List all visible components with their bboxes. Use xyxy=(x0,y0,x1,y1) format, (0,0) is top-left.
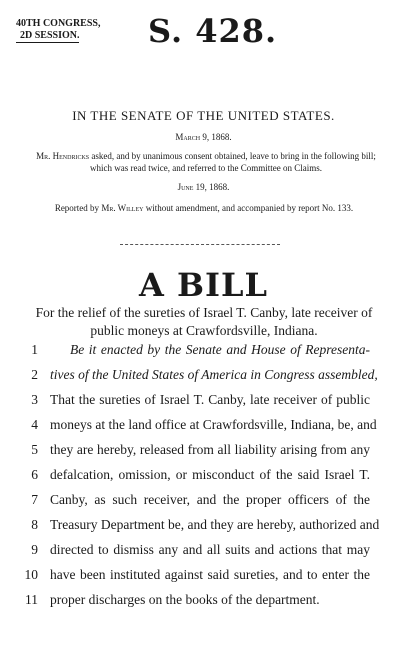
bill-line xyxy=(0,367,407,392)
introduction-paragraph xyxy=(30,150,382,174)
date-reported: June 19, 1868. xyxy=(177,182,230,192)
bill-title: For the relief of the sureties of Israel T. Canby, late receiver of public moneys at Crawfordsville, Indiana. xyxy=(35,305,373,338)
bill-line xyxy=(0,392,407,417)
bill-line xyxy=(0,592,407,617)
line-text: moneys at the land office at Crawfordsville, Indiana, be, and xyxy=(50,417,377,432)
line-number: 8 xyxy=(31,517,38,532)
line-number: 1 xyxy=(31,342,38,357)
line-number: 4 xyxy=(31,417,38,432)
bill-line xyxy=(0,342,407,367)
bill-line xyxy=(0,467,407,492)
bill-line xyxy=(0,442,407,467)
bill-line xyxy=(0,417,407,442)
line-text: That the sureties of Israel T. Canby, late receiver of public xyxy=(50,392,370,407)
line-number: 9 xyxy=(31,542,38,557)
line-text: Canby, as such receiver, and the proper officers of the xyxy=(50,492,370,507)
line-number: 11 xyxy=(25,592,38,607)
bill-heading: A BILL xyxy=(139,266,268,304)
congress-label: 40TH CONGRESS, xyxy=(16,18,101,29)
bill-line xyxy=(0,542,407,567)
line-text: Be it enacted by the Senate and House of Representa- xyxy=(70,342,370,357)
line-number: 2 xyxy=(31,367,38,382)
reporter-name: Mr. Willey xyxy=(101,203,144,213)
bill-line xyxy=(0,517,407,542)
reported-paragraph xyxy=(18,202,390,214)
section-divider xyxy=(120,244,280,245)
senate-heading: IN THE SENATE OF THE UNITED STATES. xyxy=(72,108,335,123)
date-introduced: March 9, 1868. xyxy=(175,132,232,142)
line-text: tives of the United States of America in Congress assembled, xyxy=(50,367,378,382)
introduction-text: asked, and by unanimous consent obtained, leave to bring in the following bill; which was read twice, and referred to the Committee on Claims. xyxy=(89,151,376,173)
reported-suffix: without amendment, and accompanied by report No. 133. xyxy=(143,203,354,213)
line-text: Treasury Department be, and they are hereby, authorized and xyxy=(50,517,380,532)
reported-prefix: Reported by xyxy=(54,203,102,213)
line-number: 7 xyxy=(31,492,38,507)
line-text: they are hereby, released from all liability arising from any xyxy=(50,442,370,457)
line-number: 6 xyxy=(31,467,38,482)
bill-number: S. 428. xyxy=(148,12,278,50)
session-label: 2D SESSION. xyxy=(16,30,79,43)
bill-line xyxy=(0,567,407,592)
line-number: 3 xyxy=(31,392,38,407)
line-number: 5 xyxy=(31,442,38,457)
line-text: have been instituted against said sureties, and to enter the xyxy=(50,567,370,582)
line-text: directed to dismiss any and all suits and actions that may xyxy=(50,542,370,557)
bill-line xyxy=(0,492,407,517)
sponsor-name: Mr. Hendricks xyxy=(36,151,90,161)
line-text: defalcation, omission, or misconduct of the said Israel T. xyxy=(50,467,370,482)
congress-session-label xyxy=(16,18,100,43)
line-text: proper discharges on the books of the department. xyxy=(50,592,320,607)
bill-text xyxy=(0,342,407,617)
line-number: 10 xyxy=(24,567,38,582)
